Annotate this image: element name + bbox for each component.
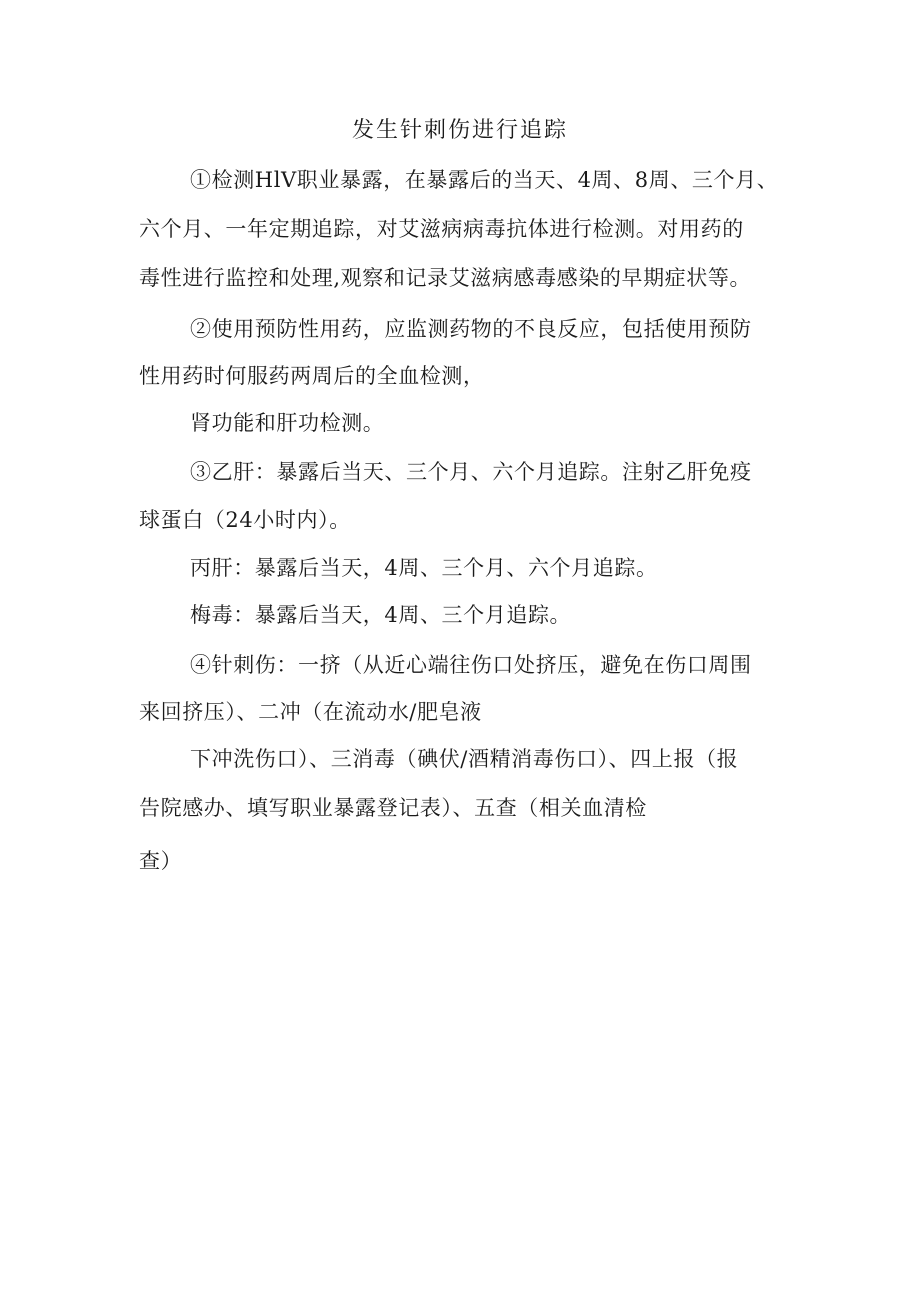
paragraph-line: 梅毒：暴露后当天，4周、三个月追踪。: [190, 603, 572, 627]
paragraph-line: 毒性进行监控和处理,观察和记录艾滋病感毒感染的早期症状等。: [139, 266, 752, 290]
document-title: 发生针刺伤进行追踪: [351, 118, 568, 143]
paragraph-line: 六个月、一年定期追踪，对艾滋病病毒抗体进行检测。对用药的: [139, 217, 744, 241]
paragraph-line: ②使用预防性用药，应监测药物的不良反应，包括使用预防: [190, 317, 752, 341]
paragraph-line: ③乙肝：暴露后当天、三个月、六个月追踪。注射乙肝免疫: [190, 460, 752, 484]
paragraph-line: 球蛋白（24小时内）。: [139, 508, 351, 532]
paragraph-line: 查）: [139, 849, 183, 873]
paragraph-line: ①检测HlV职业暴露，在暴露后的当天、4周、8周、三个月、: [190, 168, 779, 192]
paragraph-line: 告院感办、填写职业暴露登记表）、五查（相关血清检: [139, 796, 647, 820]
paragraph-line: 来回挤压）、二冲（在流动水/肥皂液: [139, 700, 482, 724]
paragraph-line: 下冲洗伤口）、三消毒（碘伏/酒精消毒伤口）、四上报（报: [190, 747, 739, 771]
paragraph-line: ④针刺伤：一挤（从近心端往伤口处挤压，避免在伤口周围: [190, 653, 752, 677]
paragraph-line: 肾功能和肝功检测。: [190, 411, 385, 435]
paragraph-line: 性用药时何服药两周后的全血检测，: [139, 364, 485, 388]
paragraph-line: 丙肝：暴露后当天，4周、三个月、六个月追踪。: [190, 556, 658, 580]
